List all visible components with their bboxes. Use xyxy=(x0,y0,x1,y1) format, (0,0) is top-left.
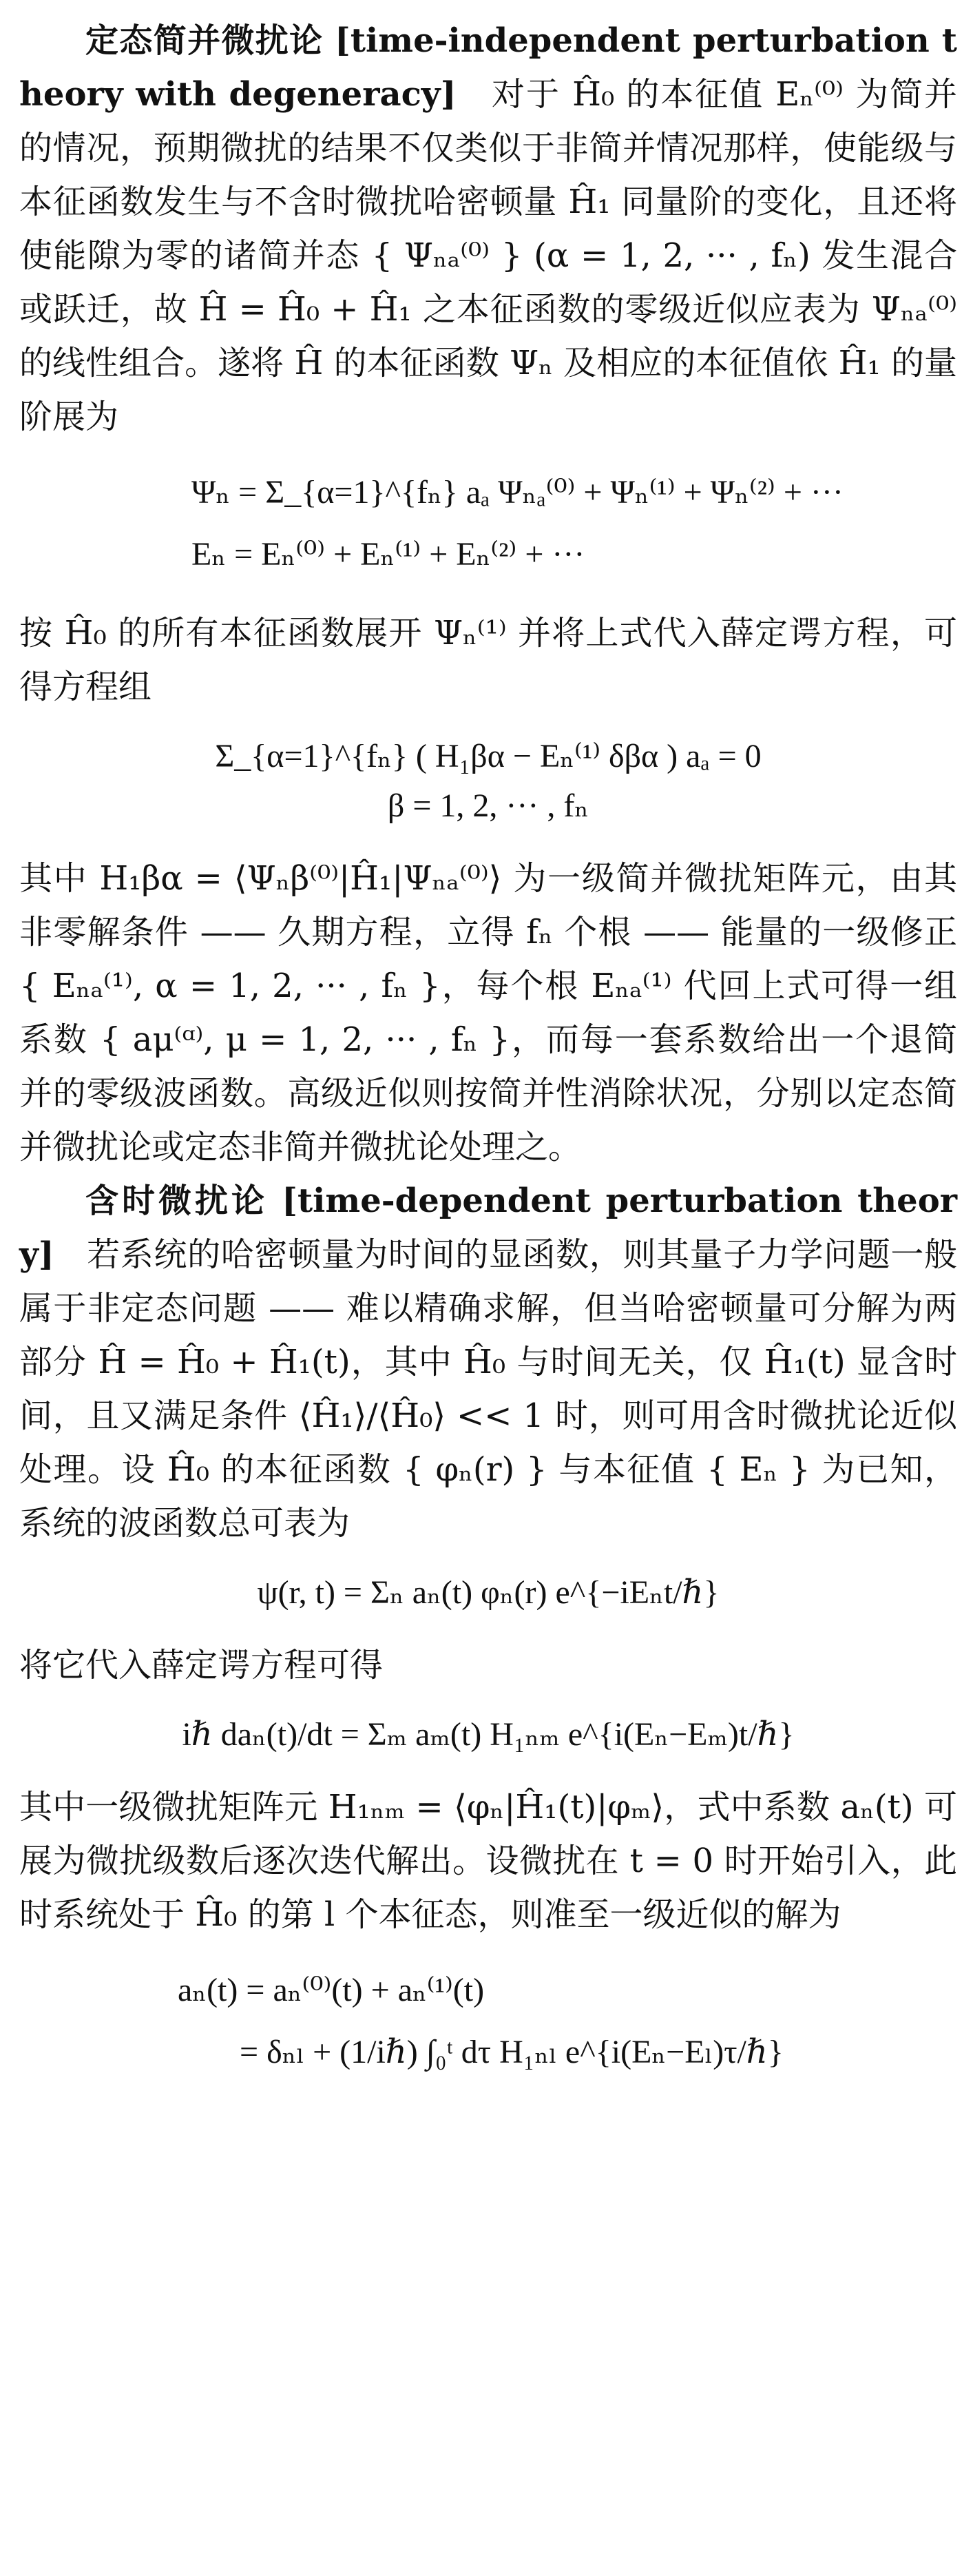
equation-energy-expansion: Eₙ = Eₙ⁽⁰⁾ + Eₙ⁽¹⁾ + Eₙ⁽²⁾ + ··· xyxy=(191,536,585,573)
section-heading-cn: 定态简并微扰论 xyxy=(85,21,324,60)
paragraph-text: 其中一级微扰矩阵元 H₁ₙₘ = ⟨φₙ|Ĥ₁(t)|φₘ⟩，式中系数 aₙ(t) 可展为微扰级数后逐次迭代解出。设微扰在 t = 0 时开始引入，此时系统处于 Ĥ₀ 的第 l 个本征态，则准至一级近似的解为 xyxy=(19,1788,957,1934)
section-degenerate-intro xyxy=(19,14,957,444)
equation-first-order-integral: = δₙₗ + (1/iℏ) ∫₀ᵗ dτ H₁ₙₗ e^{i(Eₙ−Eₗ)τ/ℏ} xyxy=(240,2034,784,2070)
paragraph-text: 其中 H₁βα = ⟨Ψₙβ⁽⁰⁾|Ĥ₁|Ψₙₐ⁽⁰⁾⟩ 为一级简并微扰矩阵元，由其非零解条件 —— 久期方程，立得 fₙ 个根 —— 能量的一级修正 { Eₙₐ⁽¹⁾, α = 1, 2, ··· , fₙ }，每个根 Eₙₐ⁽¹⁾ 代回上式可得一组系数 { aμ⁽ᵅ⁾, μ = 1, 2, ··· , fₙ }，而每一套系数给出一个退简并的零级波函数。高级近似则按简并性消除状况，分别以定态简并微扰论或定态非简并微扰论处理之。 xyxy=(19,859,957,1166)
equation-block xyxy=(19,462,957,586)
section-heading-en: [time-independent perturbation theory with degeneracy] xyxy=(19,21,957,114)
equation-beta-range: β = 1, 2, ··· , fₙ xyxy=(387,787,589,824)
paragraph-text: 若系统的哈密顿量为时间的显函数，则其量子力学问题一般属于非定态问题 —— 难以精确求解，但当哈密顿量可分解为两部分 Ĥ = Ĥ₀ + Ĥ₁(t)，其中 Ĥ₀ 与时间无关，仅 Ĥ₁(t) 显含时间，且又满足条件 ⟨Ĥ₁⟩/⟨Ĥ₀⟩ << 1 时，则可用含时微扰论近似处理。设 Ĥ₀ 的本征函数 { φₙ(r) } 与本征值 { Eₙ } 为已知，系统的波函数总可表为 xyxy=(19,1235,957,1543)
equation-first-order-solution: aₙ(t) = aₙ⁽⁰⁾(t) + aₙ⁽¹⁾(t) xyxy=(178,1972,485,2008)
equation-secular-system: Σ_{α=1}^{fₙ} ( H₁βα − Eₙ⁽¹⁾ δβα ) aₐ = 0 xyxy=(215,738,762,774)
section-time-dependent-intro xyxy=(19,1174,957,1550)
paragraph-text: 将它代入薛定谔方程可得 xyxy=(19,1646,384,1684)
equation-coefficient-ode: iℏ daₙ(t)/dt = Σₘ aₘ(t) H₁ₙₘ e^{i(Eₙ−Eₘ)t/ℏ} xyxy=(182,1716,795,1753)
document-page xyxy=(19,14,957,2104)
equation-block xyxy=(19,1959,957,2083)
paragraph-text: 按 Ĥ₀ 的所有本征函数展开 Ψₙ⁽¹⁾ 并将上式代入薛定谔方程，可得方程组 xyxy=(19,614,957,706)
equation-psi-expansion: Ψₙ = Σ_{α=1}^{fₙ} aₐ Ψₙₐ⁽⁰⁾ + Ψₙ⁽¹⁾ + Ψₙ⁽²⁾ + ··· xyxy=(191,474,844,511)
section-heading-en: [time-dependent perturbation theory] xyxy=(19,1182,957,1274)
equation-block xyxy=(19,732,957,831)
paragraph-text: 对于 Ĥ₀ 的本征值 Eₙ⁽⁰⁾ 为简并的情况，预期微扰的结果不仅类似于非简并情况那样，使能级与本征函数发生与不含时微扰哈密顿量 Ĥ₁ 同量阶的变化，且还将使能隙为零的诸简并态 { Ψₙₐ⁽⁰⁾ } (α = 1, 2, ··· , fₙ) 发生混合或跃迁，故 Ĥ = Ĥ₀ + Ĥ₁ 之本征函数的零级近似应表为 Ψₙₐ⁽⁰⁾ 的线性组合。遂将 Ĥ 的本征函数 Ψₙ 及相应的本征值依 Ĥ₁ 的量阶展为 xyxy=(19,75,958,436)
equation-block xyxy=(19,1568,957,1618)
section-heading-cn: 含时微扰论 xyxy=(85,1182,269,1220)
equation-wavefunction-expansion: ψ(r, t) = Σₙ aₙ(t) φₙ(r) e^{−iEₙt/ℏ} xyxy=(257,1574,720,1611)
equation-block xyxy=(19,1710,957,1760)
